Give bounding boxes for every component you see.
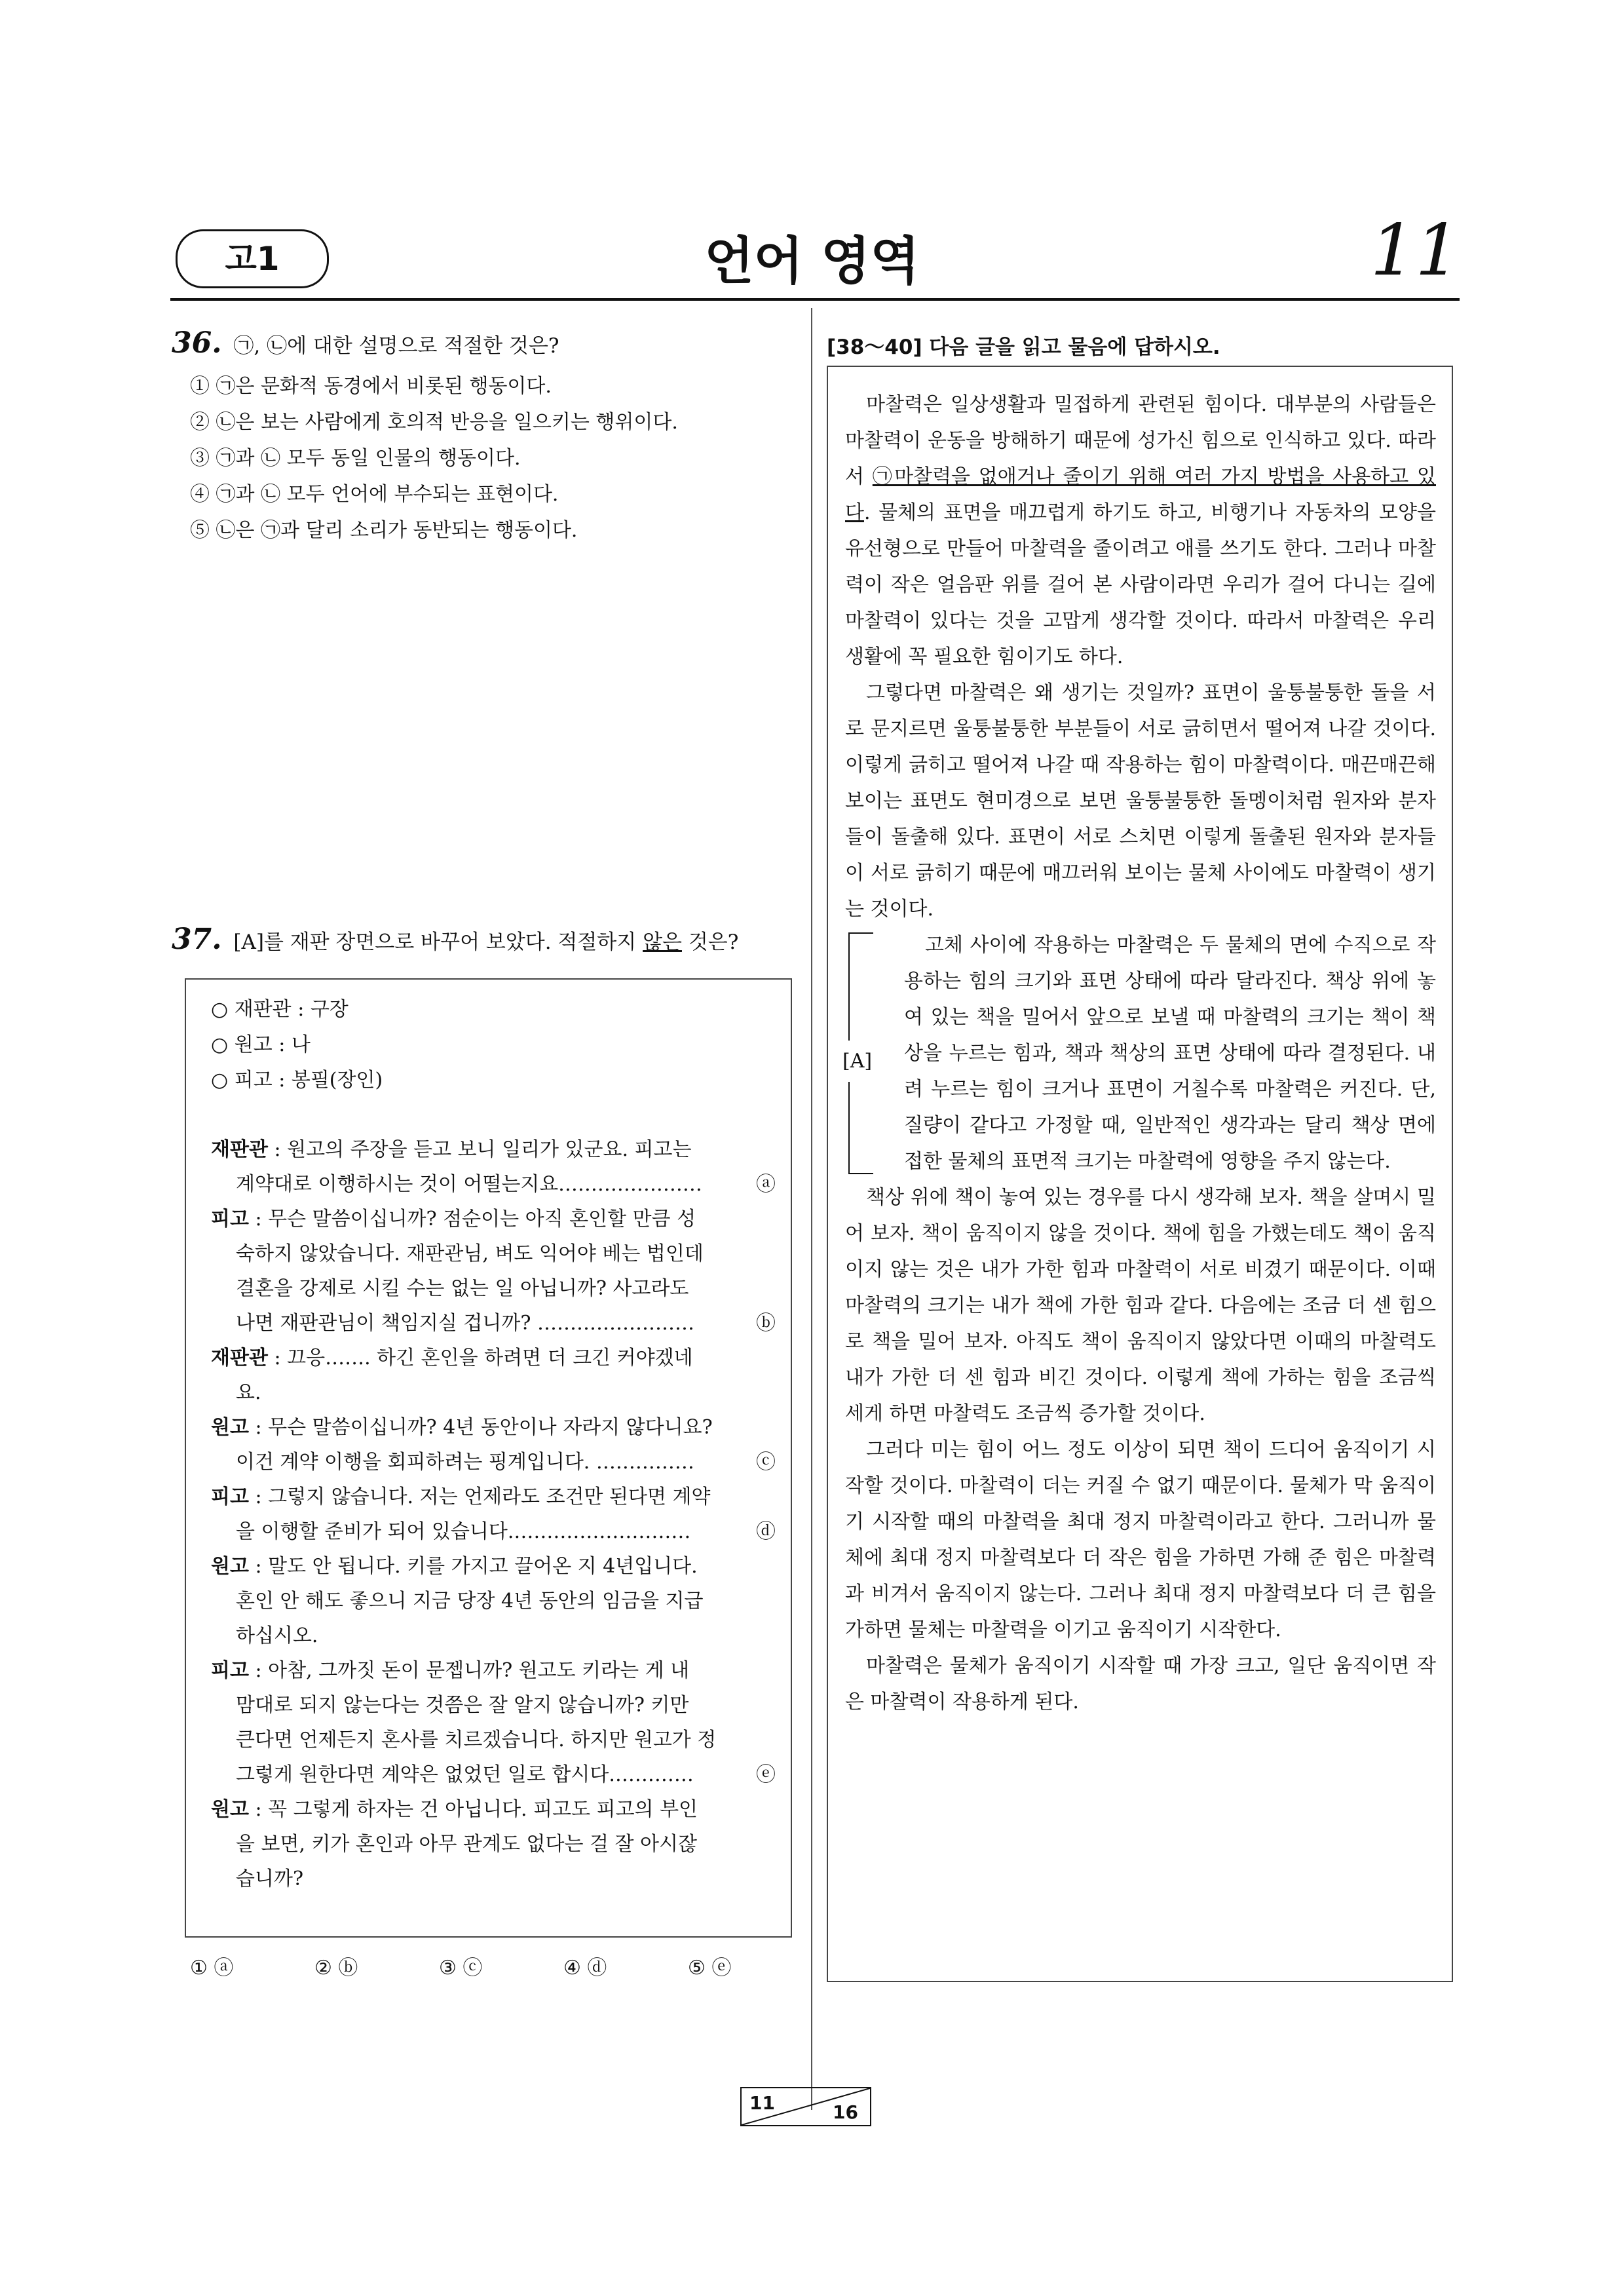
dialog-line — [211, 1688, 776, 1723]
question-37-text-underlined: 않은 — [643, 930, 682, 954]
header-rule — [170, 298, 1460, 301]
dialog-text: : 무슨 말씀이십니까? 점순이는 아직 혼인할 만큼 성 — [248, 1208, 696, 1231]
speaker-label: 원고 — [211, 1555, 249, 1578]
paragraph-1 — [845, 387, 1436, 675]
dialog-line — [211, 1757, 776, 1792]
speaker-label: 피고 — [211, 1208, 249, 1231]
paragraph-1-a: 마찰력은 일상생활과 밀접하게 관련된 힘이다. 대부분의 사람들은 마찰력이 운동을 방해하기 때문에 성가신 힘으로 인식하고 있다. 따라서 — [845, 393, 1436, 488]
total-pages: 16 — [833, 2101, 858, 2123]
question-37-number: 37. — [172, 923, 222, 956]
question-37-answers — [190, 1951, 812, 1980]
question-36-options — [190, 368, 780, 548]
dialog-line — [211, 1306, 776, 1341]
question-36-number: 36. — [172, 326, 222, 360]
dialog-line — [211, 1480, 776, 1514]
answer-5[interactable]: ⑤ ⓔ — [688, 1957, 732, 1980]
dialog-line — [211, 1167, 776, 1202]
dialog-text: : 무슨 말씀이십니까? 4년 동안이나 자라지 않다니요? — [248, 1416, 713, 1439]
dialog-line — [211, 1375, 776, 1410]
dialog-line — [211, 1653, 776, 1688]
answer-3[interactable]: ③ ⓒ — [439, 1957, 483, 1980]
column-divider — [811, 308, 812, 2110]
option-3[interactable]: ③ ㉠과 ㉡ 모두 동일 인물의 행동이다. — [190, 447, 521, 470]
paragraph-5: 마찰력은 물체가 움직이기 시작할 때 가장 크고, 일단 움직이면 작은 마찰력이 작용하게 된다. — [845, 1655, 1436, 1713]
dialog-marker: ⓔ — [756, 1763, 776, 1786]
page-title: 언어 영역 — [704, 232, 920, 291]
dialog-text: 결혼을 강제로 시킬 수는 없는 일 아닙니까? 사고라도 — [236, 1277, 689, 1300]
passage-body — [842, 387, 1436, 1720]
dialog-text: : 말도 안 됩니다. 키를 가지고 끌어온 지 4년입니다. — [248, 1555, 698, 1578]
section-a — [842, 927, 1436, 1179]
question-36-text: ㉠, ㉡에 대한 설명으로 적절한 것은? — [233, 334, 559, 358]
dialog-line — [211, 1445, 776, 1480]
dialog-text: : 끄응……. 하긴 혼인을 하려면 더 크긴 커야겠네 — [267, 1347, 693, 1369]
dialog-line — [211, 1618, 776, 1653]
answer-2[interactable]: ② ⓑ — [314, 1957, 358, 1980]
dialog-line — [211, 1202, 776, 1236]
paragraph-4: 그러다 미는 힘이 어느 정도 이상이 되면 책이 드디어 움직이기 시작할 것이다. 마찰력이 더는 커질 수 없기 때문이다. 물체가 막 움직이기 시작할 때의 마찰력을 최대 정지 마찰력이라고 한다. 그러니까 물체에 최대 정지 마찰력보다 더 작은 힘을 가하면 가해 준 힘은 마찰력과 비겨서 움직이지 않는다. 그러나 최대 정지 마찰력보다 더 큰 힘을 가하면 물체는 마찰력을 이기고 움직이기 시작한다. — [845, 1438, 1436, 1641]
dialog-marker: ⓓ — [756, 1520, 776, 1543]
dialog-marker: ⓒ — [756, 1451, 776, 1474]
speaker-label: 원고 — [211, 1416, 249, 1439]
option-5[interactable]: ⑤ ㉡은 ㉠과 달리 소리가 동반되는 행동이다. — [190, 519, 578, 542]
page-number: 11 — [1370, 210, 1460, 292]
paragraph-1-underlined: ㉠마찰력을 없애거나 줄이기 위해 여러 가지 방법을 사용하고 있다 — [845, 465, 1436, 524]
dialog-line — [211, 1549, 776, 1584]
dialog-text: 을 이행할 준비가 되어 있습니다.……………………… — [236, 1520, 691, 1543]
role-plaintiff: ○ 원고 : 나 — [211, 1033, 311, 1056]
dialog-marker: ⓐ — [756, 1173, 776, 1196]
dialog-text: 그렇게 원한다면 계약은 없었던 일로 합시다.………… — [236, 1763, 694, 1786]
dialog-text: 요. — [236, 1381, 261, 1404]
dialog-text: 을 보면, 키가 혼인과 아무 관계도 없다는 걸 잘 아시잖 — [236, 1833, 697, 1856]
dialog-text: : 원고의 주장을 듣고 보니 일리가 있군요. 피고는 — [267, 1138, 692, 1161]
dialog-text: 이건 계약 이행을 회피하려는 핑계입니다. …………… — [236, 1451, 694, 1474]
grade-badge: 고1 — [176, 229, 329, 288]
passage-heading: [38～40] 다음 글을 읽고 물음에 답하시오. — [827, 335, 1220, 359]
current-page: 11 — [749, 2092, 775, 2114]
dialog-text: 나면 재판관님이 책임지실 겁니까? …………………… — [236, 1312, 694, 1335]
dialog-line — [211, 1271, 776, 1306]
speaker-label: 피고 — [211, 1659, 249, 1682]
section-a-text: 고체 사이에 작용하는 마찰력은 두 물체의 면에 수직으로 작용하는 힘의 크기와 표면 상태에 따라 달라진다. 책상 위에 놓여 있는 책을 밀어서 앞으로 보낼 때 마찰력의 크기는 책이 책상을 누르는 힘과, 책과 책상의 표면 상태에 따라 결정된다. 내려 누르는 힘이 크거나 표면이 거칠수록 마찰력은 커진다. 단, 질량이 같다고 가정할 때, 일반적인 생각과는 달리 책상 면에 접한 물체의 표면적 크기는 마찰력에 영향을 주지 않는다. — [904, 934, 1436, 1173]
page-indicator — [740, 2087, 871, 2126]
dialog-line — [211, 1792, 776, 1827]
dialog-text: 숙하지 않았습니다. 재판관님, 벼도 익어야 베는 법인데 — [236, 1242, 704, 1265]
paragraph-1-b: . 물체의 표면을 매끄럽게 하기도 하고, 비행기나 자동차의 모양을 유선형으로 만들어 마찰력을 줄이려고 애를 쓰기도 한다. 그러나 마찰력이 작은 얼음판 위를 걸어 본 사람이라면 우리가 걸어 다니는 길에 마찰력이 있다는 것을 고맙게 생각할 것이다. 따라서 마찰력은 우리 생활에 꼭 필요한 힘이기도 하다. — [845, 501, 1436, 668]
section-a-label: [A] — [842, 1041, 872, 1082]
dialog-text: 맘대로 되지 않는다는 것쯤은 잘 알지 않습니까? 키만 — [236, 1694, 689, 1717]
dialog-text: 혼인 안 해도 좋으니 지금 당장 4년 동안의 임금을 지급 — [236, 1590, 704, 1613]
option-2[interactable]: ② ㉡은 보는 사람에게 호의적 반응을 일으키는 행위이다. — [190, 411, 678, 434]
dialog-text: : 아참, 그까짓 돈이 문젭니까? 원고도 키라는 게 내 — [248, 1659, 690, 1682]
paragraph-3: 책상 위에 책이 놓여 있는 경우를 다시 생각해 보자. 책을 살며시 밀어 보자. 책이 움직이지 않을 것이다. 책에 힘을 가했는데도 책이 움직이지 않는 것은 내가 가한 힘과 마찰력이 서로 비겼기 때문이다. 이때 마찰력의 크기는 내가 책에 가한 힘과 같다. 다음에는 조금 더 센 힘으로 책을 밀어 보자. 아직도 책이 움직이지 않았다면 이때의 마찰력도 내가 가한 더 센 힘과 비긴 것이다. 이렇게 책에 가하는 힘을 조금씩 세게 하면 마찰력도 조금씩 증가할 것이다. — [845, 1186, 1436, 1425]
dialog-line — [211, 1827, 776, 1862]
question-37-text-a: [A]를 재판 장면으로 바꾸어 보았다. 적절하지 — [233, 930, 643, 954]
dialog-text: : 그렇지 않습니다. 저는 언제라도 조건만 된다면 계약 — [248, 1485, 711, 1508]
trial-dialog — [211, 1132, 776, 1896]
speaker-label: 원고 — [211, 1798, 249, 1821]
answer-1[interactable]: ① ⓐ — [190, 1957, 234, 1980]
question-36-prompt — [172, 328, 559, 362]
dialog-line — [211, 1410, 776, 1445]
option-1[interactable]: ① ㉠은 문화적 동경에서 비롯된 행동이다. — [190, 375, 552, 398]
dialog-line — [211, 1341, 776, 1375]
dialog-line — [211, 1862, 776, 1896]
dialog-marker: ⓑ — [756, 1312, 776, 1335]
question-37-prompt — [172, 924, 738, 958]
dialog-line — [211, 1514, 776, 1549]
dialog-text: 계약대로 이행하시는 것이 어떨는지요.………………… — [236, 1173, 702, 1196]
speaker-label: 재판관 — [211, 1138, 268, 1161]
dialog-line — [211, 1132, 776, 1167]
dialog-text: 습니까? — [236, 1867, 304, 1890]
speaker-label: 재판관 — [211, 1347, 268, 1369]
dialog-text: 하십시오. — [236, 1624, 318, 1647]
answer-4[interactable]: ④ ⓓ — [563, 1957, 607, 1980]
speaker-label: 피고 — [211, 1485, 249, 1508]
dialog-line — [211, 1236, 776, 1271]
dialog-line — [211, 1723, 776, 1757]
option-4[interactable]: ④ ㉠과 ㉡ 모두 언어에 부수되는 표현이다. — [190, 483, 559, 506]
role-list — [211, 992, 383, 1098]
role-defendant: ○ 피고 : 봉필(장인) — [211, 1069, 383, 1092]
dialog-text: 큰다면 언제든지 혼사를 치르겠습니다. 하지만 원고가 정 — [236, 1729, 717, 1751]
question-37-text-b: 것은? — [681, 930, 739, 954]
role-judge: ○ 재판관 : 구장 — [211, 998, 349, 1021]
paragraph-2: 그렇다면 마찰력은 왜 생기는 것일까? 표면이 울퉁불퉁한 돌을 서로 문지르면 울퉁불퉁한 부분들이 서로 긁히면서 떨어져 나갈 것이다. 이렇게 긁히고 떨어져 나갈 때 작용하는 힘이 마찰력이다. 매끈매끈해 보이는 표면도 현미경으로 보면 울퉁불퉁한 돌멩이처럼 원자와 분자들이 돌출해 있다. 표면이 서로 스치면 이렇게 돌출된 원자와 분자들이 서로 긁히기 때문에 매끄러워 보이는 물체 사이에도 마찰력이 생기는 것이다. — [845, 681, 1436, 921]
dialog-line — [211, 1584, 776, 1618]
dialog-text: : 꼭 그렇게 하자는 건 아닙니다. 피고도 피고의 부인 — [248, 1798, 698, 1821]
